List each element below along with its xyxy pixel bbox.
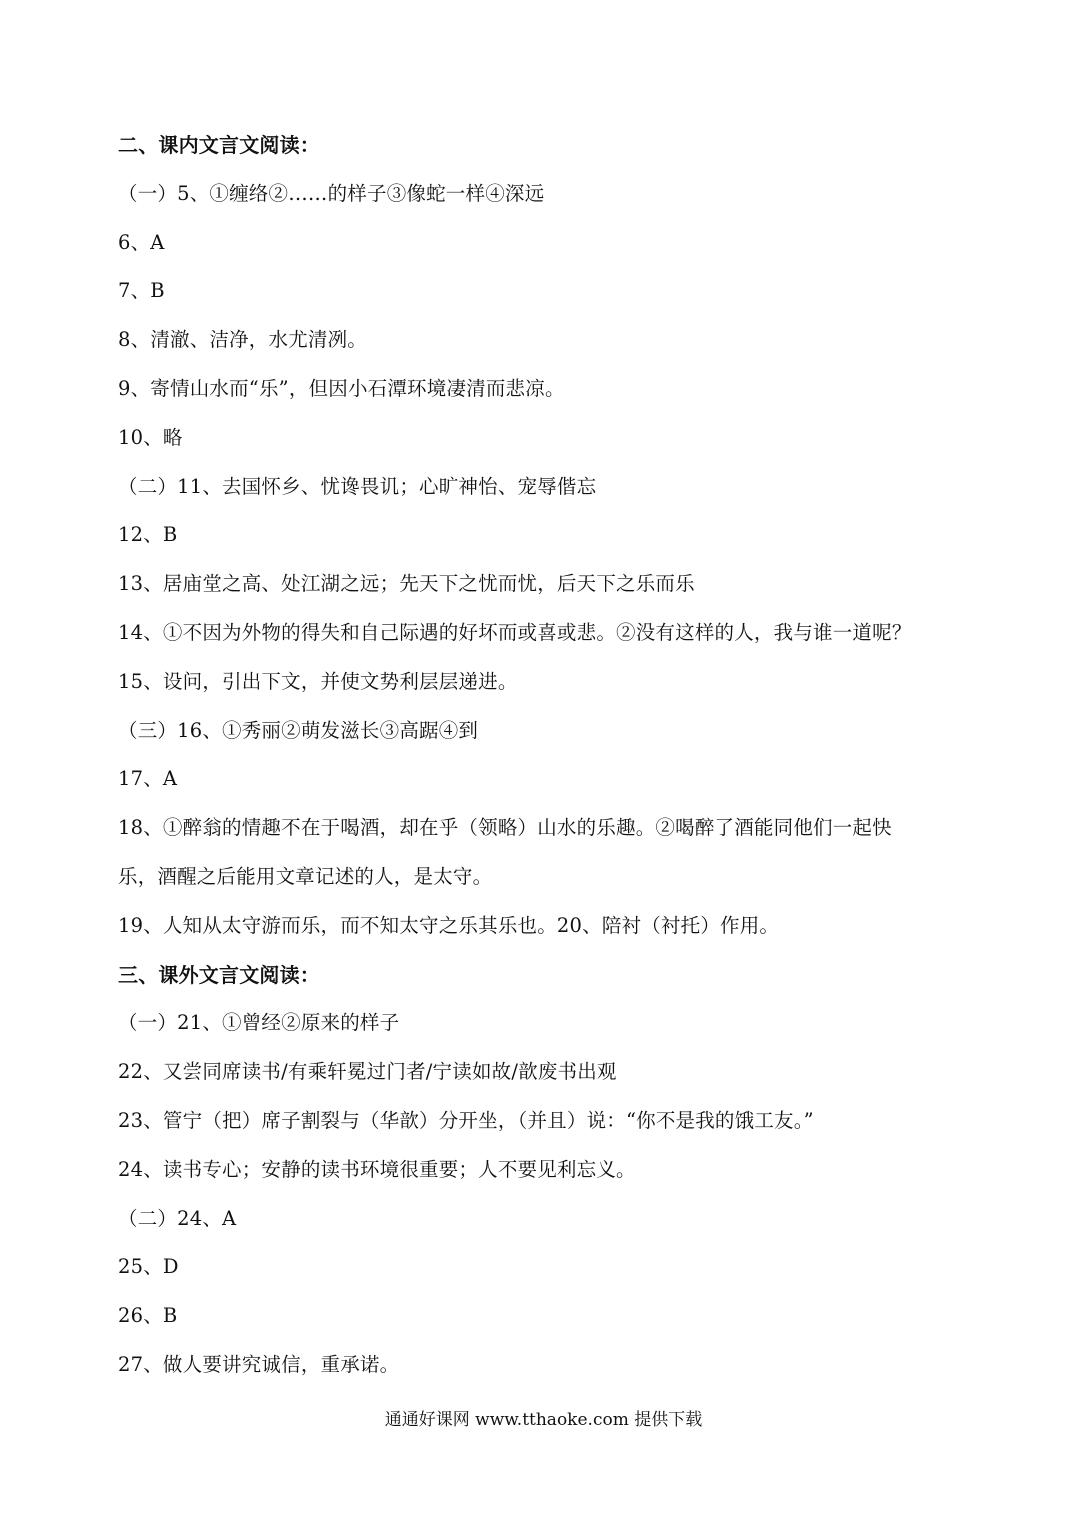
answer-line: （二）11、去国怀乡、忧谗畏讥；心旷神怡、宠辱偕忘 bbox=[118, 474, 597, 498]
answer-line: 15、设问，引出下文，并使文势利层层递进。 bbox=[118, 669, 518, 693]
answer-content bbox=[118, 127, 998, 1396]
answer-line: 23、管宁（把）席子割裂与（华歆）分开坐，（并且）说：“你不是我的饿工友。” bbox=[118, 1108, 814, 1132]
answer-line: 26、B bbox=[118, 1304, 178, 1328]
answer-line: 25、D bbox=[118, 1255, 179, 1279]
answer-line: 27、做人要讲究诚信，重承诺。 bbox=[118, 1352, 400, 1376]
section-heading-extracurricular: 三、课外文言文阅读： bbox=[118, 962, 320, 987]
answer-line: 7、B bbox=[118, 279, 165, 303]
answer-line: 24、读书专心；安静的读书环境很重要；人不要见利忘义。 bbox=[118, 1157, 636, 1181]
section-heading-in-class: 二、课内文言文阅读： bbox=[118, 133, 320, 157]
answer-line: 14、①不因为外物的得失和自己际遇的好坏而或喜或悲。②没有这样的人，我与谁一道呢？ bbox=[118, 620, 912, 644]
answer-line: （三）16、①秀丽②萌发滋长③高踞④到 bbox=[118, 718, 479, 742]
answer-line: 乐，酒醒之后能用文章记述的人，是太守。 bbox=[118, 864, 493, 888]
answer-line: 22、又尝同席读书/有乘轩冕过门者/宁读如故/歆废书出观 bbox=[118, 1060, 617, 1084]
answer-line: （一）5、①缠络②……的样子③像蛇一样④深远 bbox=[118, 181, 545, 205]
answer-line: 6、A bbox=[118, 230, 165, 254]
answer-line: 17、A bbox=[118, 767, 178, 791]
page-footer: 通通好课网 www.tthaoke.com 提供下载 bbox=[384, 1410, 703, 1430]
answer-line: 8、清澈、洁净，水尤清冽。 bbox=[118, 328, 368, 352]
answer-line: 12、B bbox=[118, 523, 178, 547]
answer-line: （一）21、①曾经②原来的样子 bbox=[118, 1011, 400, 1035]
answer-line: 10、略 bbox=[118, 425, 183, 449]
answer-line: 18、①醉翁的情趣不在于喝酒，却在乎（领略）山水的乐趣。②喝醉了酒能同他们一起快 bbox=[118, 816, 892, 840]
answer-line: 19、人知从太守游而乐，而不知太守之乐其乐也。20、陪衬（衬托）作用。 bbox=[118, 913, 780, 937]
answer-line: 9、寄情山水而“乐”，但因小石潭环境凄清而悲凉。 bbox=[118, 376, 565, 400]
answer-line: （二）24、A bbox=[118, 1206, 237, 1230]
answer-line: 13、居庙堂之高、处江湖之远；先天下之忧而忧，后天下之乐而乐 bbox=[118, 572, 695, 596]
